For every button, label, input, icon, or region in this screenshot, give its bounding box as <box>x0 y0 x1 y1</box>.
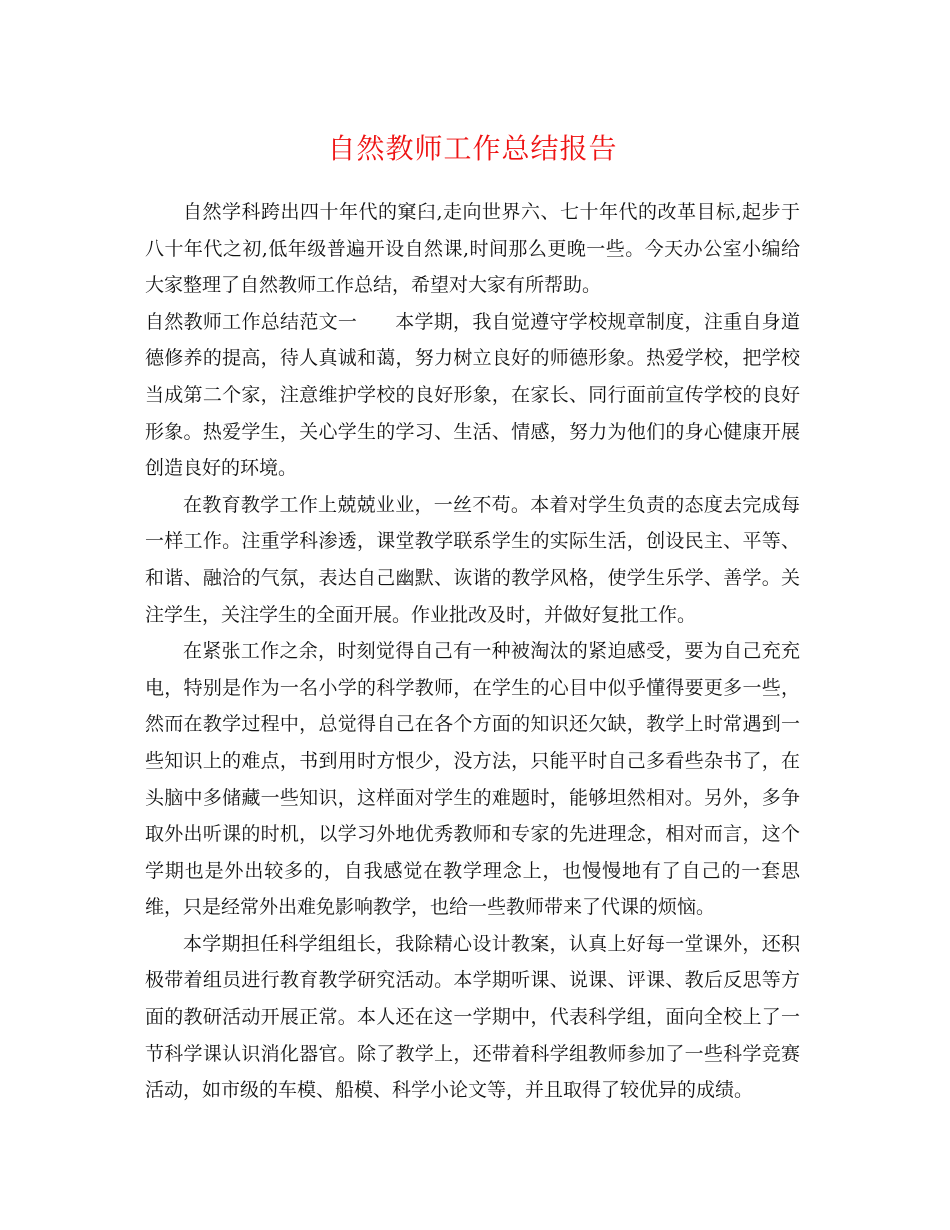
section-heading: 自然教师工作总结范文一 <box>145 310 358 333</box>
section-paragraph-1 <box>145 304 800 487</box>
paragraph-3: 在紧张工作之余，时刻觉得自己有一种被淘汰的紧迫感受，要为自己充充电，特别是作为一名小学的科学教师，在学生的心目中似乎懂得要更多一些，然而在教学过程中，总觉得自己在各个方面的知识还欠缺，教学上时常遇到一些知识上的难点，书到用时方恨少，没方法，只能平时自己多看些杂书了，在头脑中多储藏一些知识，这样面对学生的难题时，能够坦然相对。另外，多争取外出听课的时机，以学习外地优秀教师和专家的先进理念，相对而言，这个学期也是外出较多的，自我感觉在教学理念上，也慢慢地有了自己的一套思维，只是经常外出难免影响教学，也给一些教师带来了代课的烦恼。 <box>145 640 800 919</box>
paragraph-4: 本学期担任科学组组长，我除精心设计教案，认真上好每一堂课外，还积极带着组员进行教育教学研究活动。本学期听课、说课、评课、教后反思等方面的教研活动开展正常。本人还在这一学期中，代表科学组，面向全校上了一节科学课认识消化器官。除了教学上，还带着科学组教师参加了一些科学竞赛活动，如市级的车模、船模、科学小论文等，并且取得了较优异的成绩。 <box>145 932 800 1102</box>
paragraph-1-text: 本学期，我自觉遵守学校规章制度，注重自身道德修养的提高，待人真诚和蔼，努力树立良好的师德形象。热爱学校，把学校当成第二个家，注意维护学校的良好形象，在家长、同行面前宣传学校的良好形象。热爱学生，关心学生的学习、生活、情感，努力为他们的身心健康开展创造良好的环境。 <box>145 310 800 480</box>
paragraph-2: 在教育教学工作上兢兢业业，一丝不苟。本着对学生负责的态度去完成每一样工作。注重学科渗透，课堂教学联系学生的实际生活，创设民主、平等、和谐、融洽的气氛，表达自己幽默、诙谐的教学风格，使学生乐学、善学。关注学生，关注学生的全面开展。作业批改及时，并做好复批工作。 <box>145 493 800 626</box>
document-title: 自然教师工作总结报告 <box>327 132 618 165</box>
intro-paragraph: 自然学科跨出四十年代的窠臼,走向世界六、七十年代的改革目标,起步于八十年代之初,低年级普遍开设自然课,时间那么更晚一些。今天办公室小编给大家整理了自然教师工作总结，希望对大家有所帮助。 <box>145 201 800 297</box>
